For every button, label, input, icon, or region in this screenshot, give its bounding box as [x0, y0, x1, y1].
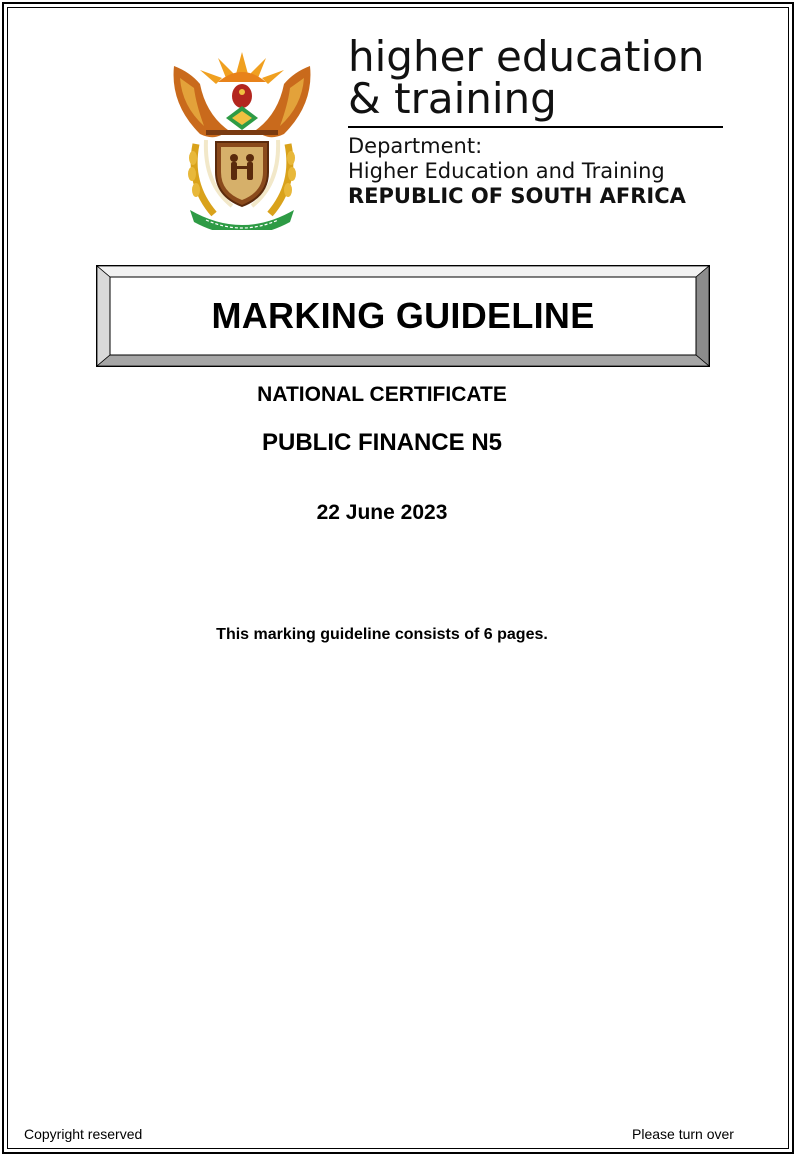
document-title: MARKING GUIDELINE: [211, 295, 595, 336]
coat-of-arms-icon: [166, 44, 318, 230]
exam-date: 22 June 2023: [316, 501, 448, 524]
country-name: REPUBLIC OF SOUTH AFRICA: [348, 184, 686, 208]
page-count-note: This marking guideline consists of 6 pages.: [216, 626, 548, 643]
wordmark-divider: [348, 126, 723, 128]
wordmark-line-1: higher education: [348, 32, 705, 81]
title-banner: [96, 265, 710, 367]
certificate-heading: NATIONAL CERTIFICATE: [257, 383, 507, 406]
subject-heading: PUBLIC FINANCE N5: [261, 429, 502, 456]
department-label: Department:: [348, 134, 483, 158]
footer-copyright: Copyright reserved: [24, 1126, 143, 1142]
footer-turn-over: Please turn over: [632, 1126, 734, 1142]
wordmark-line-2: & training: [348, 74, 557, 123]
department-wordmark: [348, 32, 728, 209]
department-name: Higher Education and Training: [348, 159, 665, 183]
